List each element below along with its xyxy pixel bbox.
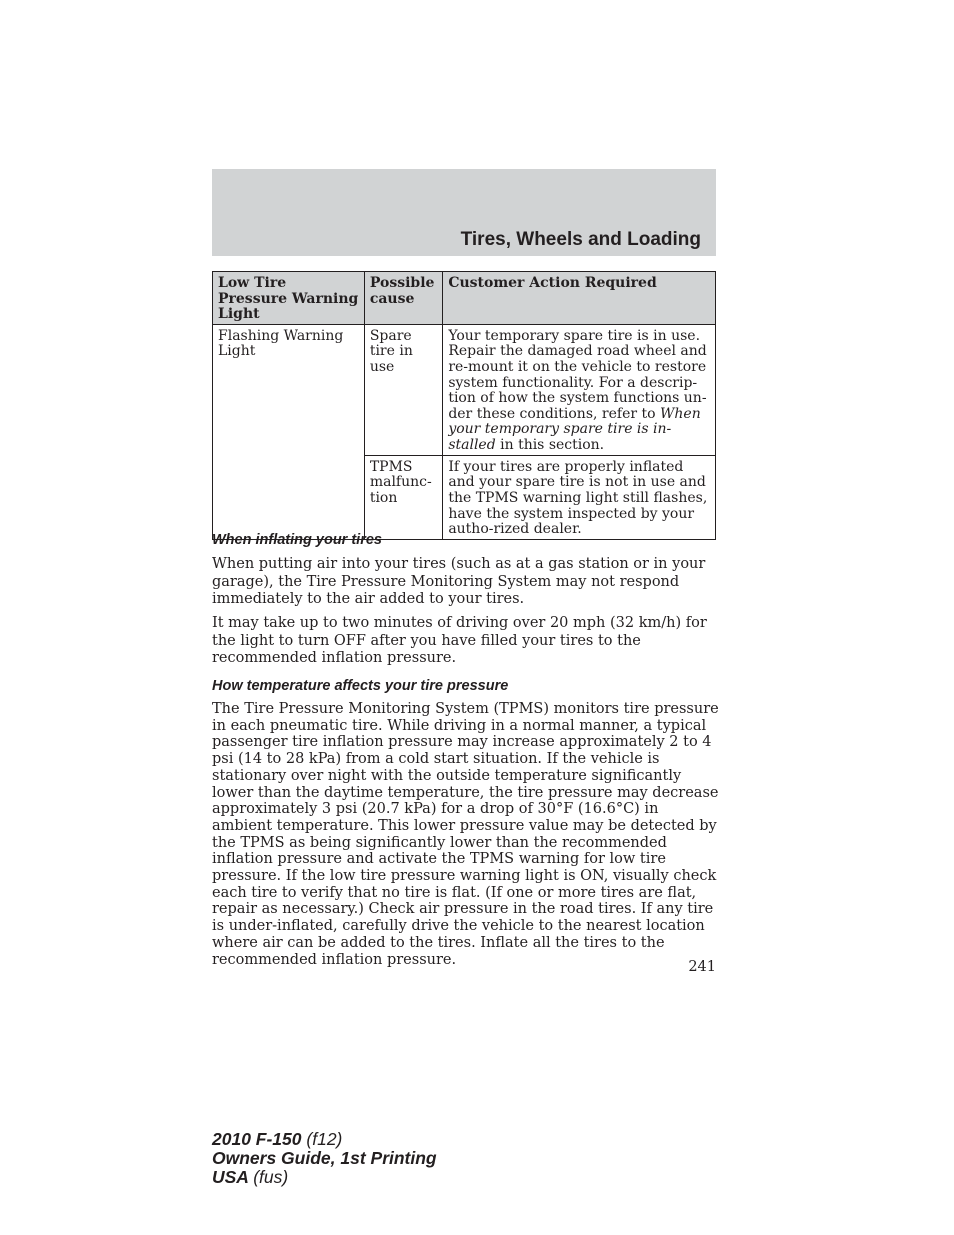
heading-temperature: How temperature affects your tire pressure (212, 678, 509, 694)
table-row (213, 324, 716, 455)
tpms-warning-table (212, 271, 716, 540)
paragraph-inflating-2: It may take up to two minutes of driving over 20 mph (32 km/h) for the light to turn OFF after you have filled your tires to the recommended inflation pressure. (212, 615, 707, 666)
heading-when-inflating: When inflating your tires (212, 532, 382, 548)
section-title: Tires, Wheels and Loading (460, 229, 701, 250)
table-cell-cause: Spare tire in use (364, 324, 442, 455)
table-cell-warning-light: Flashing Warning Light (213, 324, 365, 539)
action-text-end: in this section. (495, 436, 605, 453)
footer-market: USA (212, 1167, 249, 1187)
action-cross-reference: When your temporary spare tire is in-stalled (448, 405, 701, 453)
document-footer (212, 1130, 437, 1187)
table-header-row (213, 272, 716, 325)
table-header-possible-cause: Possible cause (364, 272, 442, 325)
table-header-warning-light: Low Tire Pressure Warning Light (213, 272, 365, 325)
footer-market-code: (fus) (253, 1167, 289, 1187)
table-header-customer-action: Customer Action Required (443, 272, 716, 325)
section-header-band (212, 169, 716, 256)
paragraph-temperature: The Tire Pressure Monitoring System (TPMS) monitors tire pressure in each pneumatic tire. While driving in a normal manner, a typical passenger tire inflation pressure may increase approximately 2 to 4 psi (14 to 28 kPa) from a cold start situation. If the vehicle is stationary over night with the outside temperature significantly lower than the daytime temperature, the tire pressure may decrease approximately 3 psi (20.7 kPa) for a drop of 30°F (16.6°C) in ambient temperature. This lower pressure value may be detected by the TPMS as being significantly lower than the recommended inflation pressure and activate the TPMS warning for low tire pressure. If the low tire pressure warning light is ON, visually check each tire to verify that no tire is flat. (If one or more tires are flat, repair as necessary.) Check air pressure in the road tires. If any tire is under-inflated, carefully drive the vehicle to the nearest location where air can be added to the tires. Inflate all the tires to the recommended inflation pressure. (212, 701, 719, 968)
footer-guide: Owners Guide, 1st Printing (212, 1148, 437, 1168)
paragraph-inflating-1: When putting air into your tires (such as at a gas station or in your garage), the Tire Pressure Monitoring System may not respond immediately to the air added to your tires. (212, 556, 706, 607)
action-text: Your temporary spare tire is in use. Repair the damaged road wheel and re-mount it on the vehicle to restore system functionality. For a descrip-tion of how the system functions un-der these conditions, refer to (448, 327, 707, 422)
table-cell-action (443, 324, 716, 455)
table-cell-cause: TPMS malfunc-tion (364, 455, 442, 539)
table-cell-action: If your tires are properly inflated and your spare tire is not in use and the TPMS warning light still flashes, have the system inspected by your autho-rized dealer. (443, 455, 716, 539)
footer-model: 2010 F-150 (212, 1129, 302, 1149)
footer-model-code: (f12) (306, 1129, 343, 1149)
page-number: 241 (688, 959, 716, 975)
